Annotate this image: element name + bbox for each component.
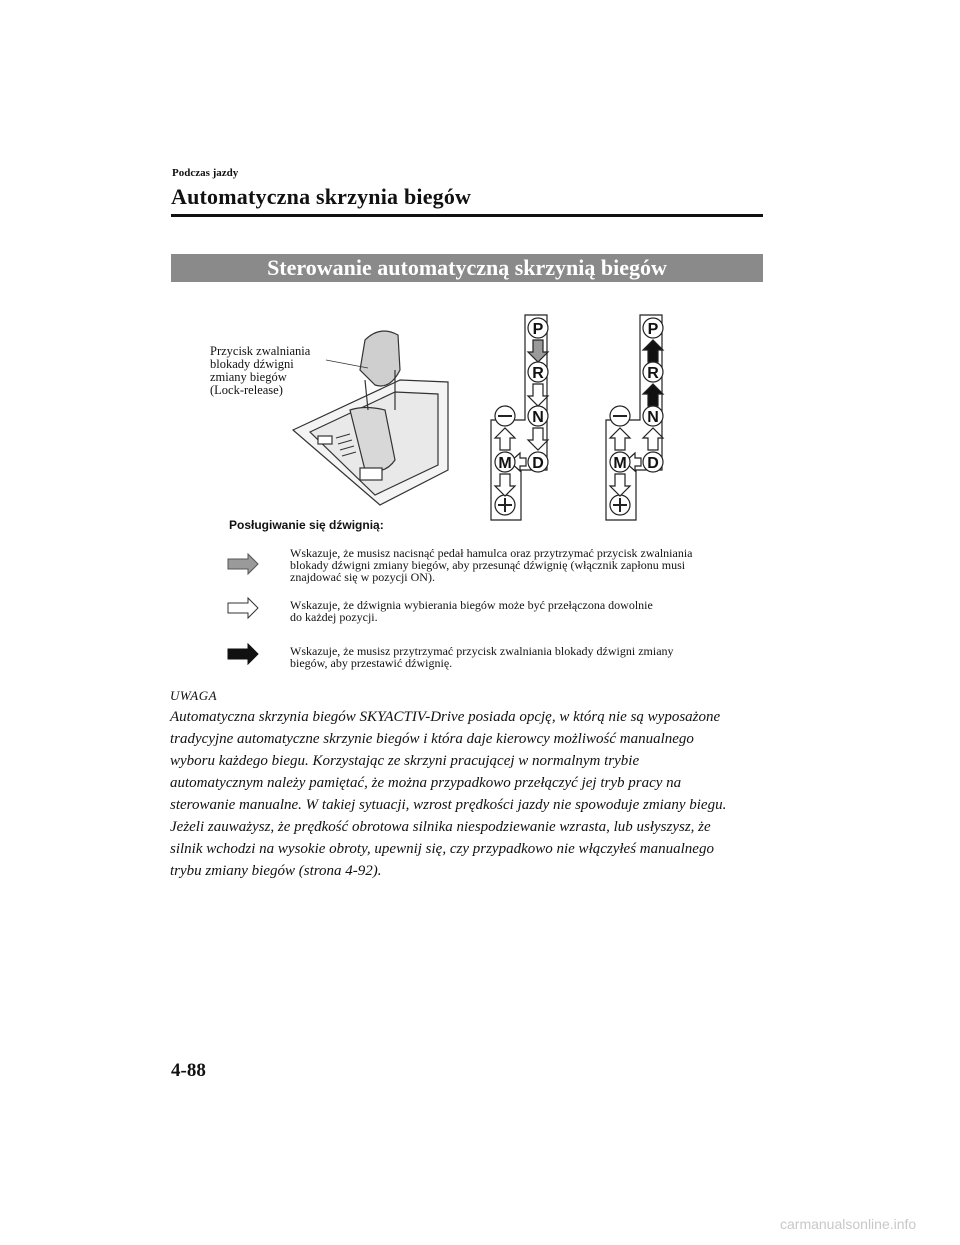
black-arrow-icon: [227, 643, 259, 665]
gate2-letter-r: R: [647, 365, 659, 382]
lock-release-label: Przycisk zwalniania blokady dźwigni zmiany biegów (Lock-release): [210, 344, 311, 397]
gate1-letter-m: M: [498, 455, 512, 472]
shift-gate-diagram-1: [491, 315, 548, 520]
shift-gate-diagram-2: [606, 315, 663, 520]
legend-item-lock-release: Wskazuje, że musisz przytrzymać przycisk zwalniania blokady dźwigni zmiany biegów, aby przestawić dźwignię.: [290, 644, 674, 670]
page-number: 4-88: [171, 1060, 206, 1081]
gate1-letter-n: N: [532, 409, 544, 426]
gate2-letter-d: D: [647, 455, 659, 472]
gate1-letter-p: P: [532, 321, 544, 338]
note-body: Automatyczna skrzynia biegów SKYACTIV-Drive posiada opcję, w którą nie są wyposażone tradycyjne automatyczne skrzynie biegów i która daje kierowcy możliwość manualnego wyboru każdego biegu. Korzystając ze skrzyni pracującej w normalnym trybie automatycznym należy pamiętać, że można przypadkowo przełączyć jej tryb pracy na sterowanie manualne. W takiej sytuacji, wzrost prędkości jazdy nie spowoduje zmiany biegu. Jeżeli zauważysz, że prędkość obrotowa silnika niespodziewanie wzrasta, lub usłyszysz, że silnik wchodzi na wysokie obroty, upewnij się, czy przypadkowo nie włączyłeś manualnego trybu zmiany biegów (strona 4-92).: [170, 709, 727, 879]
watermark: carmanualsonline.info: [780, 1216, 917, 1232]
shifter-figure: [200, 310, 680, 525]
white-arrow-icon: [227, 597, 259, 619]
gate2-letter-m: M: [613, 455, 627, 472]
note-heading: UWAGA: [170, 688, 218, 703]
legend-item-brake: Wskazuje, że musisz nacisnąć pedał hamulca oraz przytrzymać przycisk zwalniania blokady dźwigni zmiany biegów, aby przesunąć dźwignię (włącznik zapłonu musi znajdować się w pozycji ON).: [290, 546, 693, 584]
gate1-letter-r: R: [532, 365, 544, 382]
shifter-illustration: [293, 331, 448, 505]
page-title: Automatyczna skrzynia biegów: [171, 184, 472, 209]
legend-item-free: Wskazuje, że dźwignia wybierania biegów może być przełączona dowolnie do każdej pozycji.: [290, 598, 653, 624]
title-divider: [171, 214, 763, 217]
section-banner: Sterowanie automatyczną skrzynią biegów: [171, 254, 763, 282]
gate2-letter-p: P: [647, 321, 659, 338]
usage-heading: Posługiwanie się dźwignią:: [229, 518, 384, 532]
gray-arrow-icon: [227, 553, 259, 575]
gate1-letter-d: D: [532, 455, 544, 472]
section-label: Podczas jazdy: [172, 167, 239, 179]
gate2-letter-n: N: [647, 409, 659, 426]
